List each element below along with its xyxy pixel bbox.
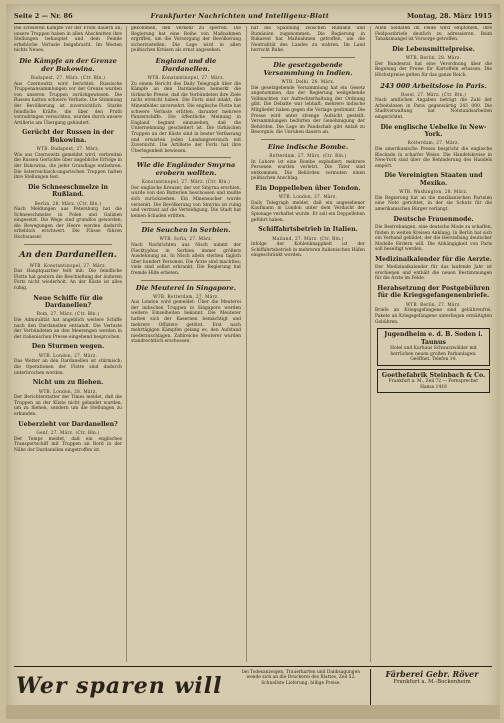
dateline: WTB. Konstantinopel, 27. März. <box>147 74 225 80</box>
dateline: Mailand, 27. März. (Ctr. Bln.) <box>272 235 344 241</box>
bottom-advertisement <box>14 666 492 708</box>
article-text: Nach amtlichen Angaben beträgt die Zahl der Arbeitslosen in Paris gegenwärtig 243 000. Die Stadtverwaltung hat Notstandsarbeiten eingerichtet. <box>375 98 492 120</box>
masthead-date: Montag, 28. März 1915 <box>406 12 492 20</box>
article-text: Briefe an Kriegsgefangene sind gebührenfrei. Pakete an Kriegsgefangene unterliegen ermäßigten Gebühren. <box>375 308 492 325</box>
article-text: Daily Telegraph meldet, daß ein angesehener Kaufmann in London unter dem Verdacht der Spionage verhaftet wurde. Er soll ein Doppelleben geführt haben. <box>251 200 365 223</box>
dateline: Rotterdam, 27. März. <box>407 140 460 146</box>
headline: Medizinalkalender für die Aerzte. <box>375 255 492 263</box>
article-text: Nach Nachrichten aus Nisch nimmt der Flecktyphus in Serbien immer größere Ausdehnung an. In Nisch allein sterben täglich über hundert Personen. Die Ärzte sind machtlos; viele sind selbst erkrankt. Die Regierung hat fremde Hilfe erbeten. <box>131 243 241 276</box>
ad-text: Frankfurt a. M., Zeil 72 — Fernsprecher Hansa 1418 <box>388 379 479 390</box>
article-text: Der Temps meldet, daß ein englisches Transportschiff mit Truppen an Bord in der Nähe der Dardanellen eingetroffen ist. <box>14 436 122 453</box>
ad-company-location: Frankfurt a. M.-Bockenheim <box>393 679 471 685</box>
headline: Die gesetzgebende Versammlung in Indien. <box>263 60 353 77</box>
ad-middle-text: bei Todesanzeigen, Trauerkarten und Danksagungen wende sich an die Druckerei des Blattes, Zeil 52. Schnellste Lieferung, billige Preise. <box>241 670 361 686</box>
column-1 <box>14 26 122 662</box>
headline: 243 000 Arbeitslose in Paris. <box>380 81 487 90</box>
dateline: WTB. London, 27. März. <box>38 352 98 358</box>
article-text: Die amerikanische Presse bespricht die englische Blockade in scharfer Weise. Die Handelskreise in New-York sind über die Behinderung des Handels empört. <box>375 146 492 169</box>
dateline: Basel, 27. März. (Ctr. Bln.) <box>400 91 467 97</box>
headline: Schiffahrtsbetrieb in Italien. <box>258 226 358 234</box>
article-text: Zu einem Bericht des Daily Telegraph über die Kämpfe an den Dardanellen bemerkt die türkische Presse, daß die Verbündeten ihre Ziele nicht erreicht haben. Die Forts sind intakt, die Minenfelder unversehrt. Die englische Flotte hat schwere Verluste erlitten, darunter mehrere Panzerschiffe. Die öffentliche Meinung in England beginnt einzusehen, daß die Unternehmung gescheitert ist. Die türkischen Truppen an der Küste sind in bester Verfassung und erwarten jeden Landungsversuch mit Zuversicht. Die Artillerie der Forts hat ihre Überlegenheit bewiesen. <box>131 81 241 154</box>
article-text: In Lahore ist eine Bombe explodiert; mehrere Personen wurden verletzt. Die Täter sind entkommen. Die Behörden vermuten einen politischen Anschlag. <box>251 159 365 182</box>
column-4 <box>375 26 492 662</box>
headline: Die Seuchen in Serbien. <box>141 226 231 235</box>
article-text: Aus Czernowitz wird berichtet: Russische Truppenansammlungen vor der Grenze wurden von unseren Truppen zurückgewiesen. Die Russen hatten schwere Verluste. Die Stimmung der Bevölkerung ist zuversichtlich. Starke feindliche Kräfte, die über den Pruth vorzudringen versuchten, wurden durch unsere Artillerie am Übergang gehindert. <box>14 81 122 126</box>
column-rule <box>370 26 371 662</box>
article-text: Die gesetzgebende Versammlung hat ein Gesetz angenommen, das der Regierung weitgehende Vollmachten zur Aufrechterhaltung der Ordnung gibt. Die Debatte war lebhaft; mehrere indische Mitglieder haben gegen die Vorlage gestimmt. Die Presse wird unter strenge Aufsicht gestellt. Versammlungen bedürfen der Genehmigung der Behörden. Die Lage im Pandschab gibt Anlaß zu Besorgnis; die Unruhen dauern an. <box>251 85 365 136</box>
dateline: WTB. Sofia, 27. März. <box>159 236 213 242</box>
newspaper-page <box>6 4 500 719</box>
headline: Ein Doppelleben über Tondon. <box>255 184 361 192</box>
headline: Die Kämpfe an der Grenze der Bukowina. <box>19 56 117 73</box>
headline: Herabsetzung der Postgebühren für die Kriegsgefangenenbriefe. <box>377 285 490 300</box>
masthead <box>14 10 492 22</box>
article-text: Nach Meldungen aus Petersburg hat die Schneeschmelze in Polen und Galizien eingesetzt. Die Wege sind grundlos geworden; die Bewegungen der Heere werden dadurch erheblich erschwert. Die Flüsse führen Hochwasser. <box>14 207 122 241</box>
ad-company <box>370 669 493 705</box>
advertisement-box <box>377 369 490 393</box>
divider <box>261 139 355 140</box>
divider <box>261 57 355 58</box>
headline: Die Meuterei in Singapore. <box>135 283 237 292</box>
dateline: WTB. Budapest, 27. März. <box>36 146 100 152</box>
headline: Eine indische Bombe. <box>267 142 349 151</box>
headline: Ueberzieht vor Dardanellen? <box>18 420 118 428</box>
article-text: Das Hauptquartier teilt mit: Die feindliche Flotte hat gestern die Beschießung der äußeren Forts nicht wiederholt. An der Küste ist alles ruhig. <box>14 269 122 292</box>
article-text: gekommen, den Verkehr zu sperren. Die Regierung hat eine Reihe von Maßnahmen ergriffen, um die Versorgung der Bevölkerung sicherzustellen. Die Lage wird in allen politischen Kreisen als ernst angesehen. <box>131 26 241 54</box>
ad-title: Goethefabrik Steinbach & Co. <box>381 371 486 379</box>
article-text: Die Regierung hat an die mexikanischen Parteien eine Note gerichtet, in der sie Schutz für die amerikanischen Bürger verlangt. <box>375 195 492 212</box>
dateline: Budapest, 27. März. (Ctr. Bln.) <box>30 74 106 80</box>
article-text: Infolge der Kohlenknappheit ist der Schiffahrtsbetrieb in mehreren italienischen Häfen eingeschränkt worden. <box>251 242 365 259</box>
dateline: Konstantinopel, 27. März. (Ctr. Bln.) <box>141 179 231 185</box>
divider <box>141 157 231 158</box>
article-text: Wie aus Czernowitz gemeldet wird, verbreiten die Russen Gerüchte über angebliche Erfolge in der Bukowina, die jeder Grundlage entbehren. Die österreichisch-ungarischen Truppen halten ihre Stellungen fest. <box>14 152 122 181</box>
column-rule <box>246 26 247 662</box>
dateline: WTB. Delhi, 26. März. <box>281 78 335 84</box>
ad-slogan: Wer sparen will <box>16 673 223 699</box>
headline: An den Dardanellen. <box>19 249 117 260</box>
dateline: WTB. Berlin, 27. März. <box>405 301 462 307</box>
column-3 <box>251 26 365 662</box>
article-text: Der englische Kreuzer, der vor Smyrna erschien, wurde von den Batterien beschossen und mußte sich zurückziehen. Ein Minensucher wurde versenkt. Die Bevölkerung von Smyrna ist ruhig und vertraut auf die Verteidigung. Die Stadt hat keinen Schaden erlitten. <box>131 185 241 219</box>
headline: Die Schneeschmelze in Rußland. <box>28 183 108 199</box>
article-text: Die Bestrebungen, eine deutsche Mode zu schaffen, finden in weiten Kreisen Anklang. In Berlin hat sich ein Verband gebildet, der die Herstellung deutscher Modelle fördern will. Die Abhängigkeit von Paris soll beseitigt werden. <box>375 224 492 253</box>
masthead-title: Frankfurter Nachrichten und Intelligenz-Blatt <box>150 12 329 20</box>
article-text: Die Admiralität hat angeblich weitere Schiffe nach den Dardanellen entsandt. Die Verluste der Verbündeten an den Meerengen werden in der italienischen Presse eingehend besprochen. <box>14 318 122 340</box>
dateline: WTB. Washington, 28. März. <box>399 189 468 195</box>
headline: Die Vereinigten Staaten und Mexiko. <box>384 172 483 187</box>
dateline: WTB. Rotterdam, 27. März. <box>153 293 219 299</box>
headline: Gerücht der Russen in der Bukowina. <box>22 129 114 144</box>
column-rule <box>126 26 127 662</box>
masthead-left: Seite 2 — Nr. 86 <box>14 12 73 20</box>
column-2 <box>131 26 241 662</box>
divider <box>141 222 231 223</box>
headline: Wie die Engländer Smyrna erobern wollten. <box>136 161 236 178</box>
ad-text: Hotel und Kurhaus Schwarzwälder mit herrlichen neuen großen Parkanlagen. Geöffnet. Telefon 14. <box>390 346 477 363</box>
headline: Den Sturmen wegen. <box>31 343 105 351</box>
headline: Deutsche Frauenmode. <box>393 215 474 223</box>
dateline: WTB. London, 27. März. <box>278 194 338 200</box>
headline: Die englische Uebelke in New-York. <box>380 123 487 138</box>
headline: Neue Schiffe für die Dardanellen? <box>33 294 103 310</box>
article-text: Die schweren Kämpfe vor der Front dauern an; unsere Truppen haben in allen Abschnitten ihre Stellungen behauptet und dem Feinde erhebliche Verluste beigebracht. Im Westen nichts Neues. <box>14 26 122 54</box>
headline: Nicht um zu fliehen. <box>32 379 104 387</box>
ad-title: Jugendheim e. d. B. Soden i. Taunus <box>384 331 483 346</box>
article-text: Der Medizinalkalender für das laufende Jahr ist erschienen und enthält die neuen Bestimmungen für die Ärzte im Felde. <box>375 265 492 282</box>
advertisement-box <box>377 328 490 365</box>
masthead-rule <box>14 23 492 24</box>
article-text: Allen Soldaten im Felde wird empfohlen, ihre Feldpostbriefe deutlich zu adressieren. Beim Tabaksmangel ist Vorsorge getroffen. <box>375 26 492 43</box>
dateline: Rotterdam, 27. März. (Ctr. Bln.) <box>269 152 347 158</box>
ad-company-name: Färberei Gebr. Röver <box>385 669 479 679</box>
article-text: Aus London wird gemeldet: Über die Meuterei der indischen Truppen in Singapore werden weitere Einzelheiten bekannt. Die Meuterer hatten sich der Kasernen bemächtigt und mehrere Offiziere getötet. Erst nach mehrtägigen Kämpfen gelang es, den Aufstand niederzuschlagen. Zahlreiche Meuterer wurden standrechtlich erschossen. <box>131 300 241 345</box>
dateline: WTB. Konstantinopel, 27. März. <box>29 262 107 268</box>
article-text: Der Bundesrat hat eine Verordnung über die Regelung der Preise für Kartoffeln erlassen. Die Höchstpreise gelten für das ganze Reich. <box>375 61 492 78</box>
dateline: Rom, 27. März. (Ctr. Bln.) <box>36 311 100 317</box>
headline: England und die Dardanellen. <box>155 56 217 73</box>
divider <box>24 244 112 245</box>
divider <box>141 280 231 281</box>
article-text: hat die Spannung zwischen Rußland und Rumänien zugenommen. Die Regierung in Bukarest hat Maßnahmen getroffen, um die Neutralität des Landes zu wahren. Im Land herrscht Ruhe. <box>251 26 365 54</box>
dateline: Berlin, 28. März. (Ctr. Bln.) <box>34 200 102 206</box>
article-text: Das Wetter an den Dardanellen ist stürmisch; die Operationen der Flotte sind dadurch unterbrochen worden. <box>14 359 122 376</box>
dateline: WTB. Berlin, 28. März. <box>405 55 462 61</box>
dateline: Genf, 27. März. (Ctr. Bln.) <box>36 429 100 435</box>
page-edge <box>6 705 500 719</box>
headline: Die Lebensmittelpreise. <box>392 45 475 53</box>
article-text: Der Berichterstatter der Times meldet, daß die Truppen an der Küste nicht gelandet wurden, um zu fliehen, sondern um die Stellungen zu erkunden. <box>14 395 122 417</box>
dateline: WTB. London, 28. März. <box>38 388 98 394</box>
